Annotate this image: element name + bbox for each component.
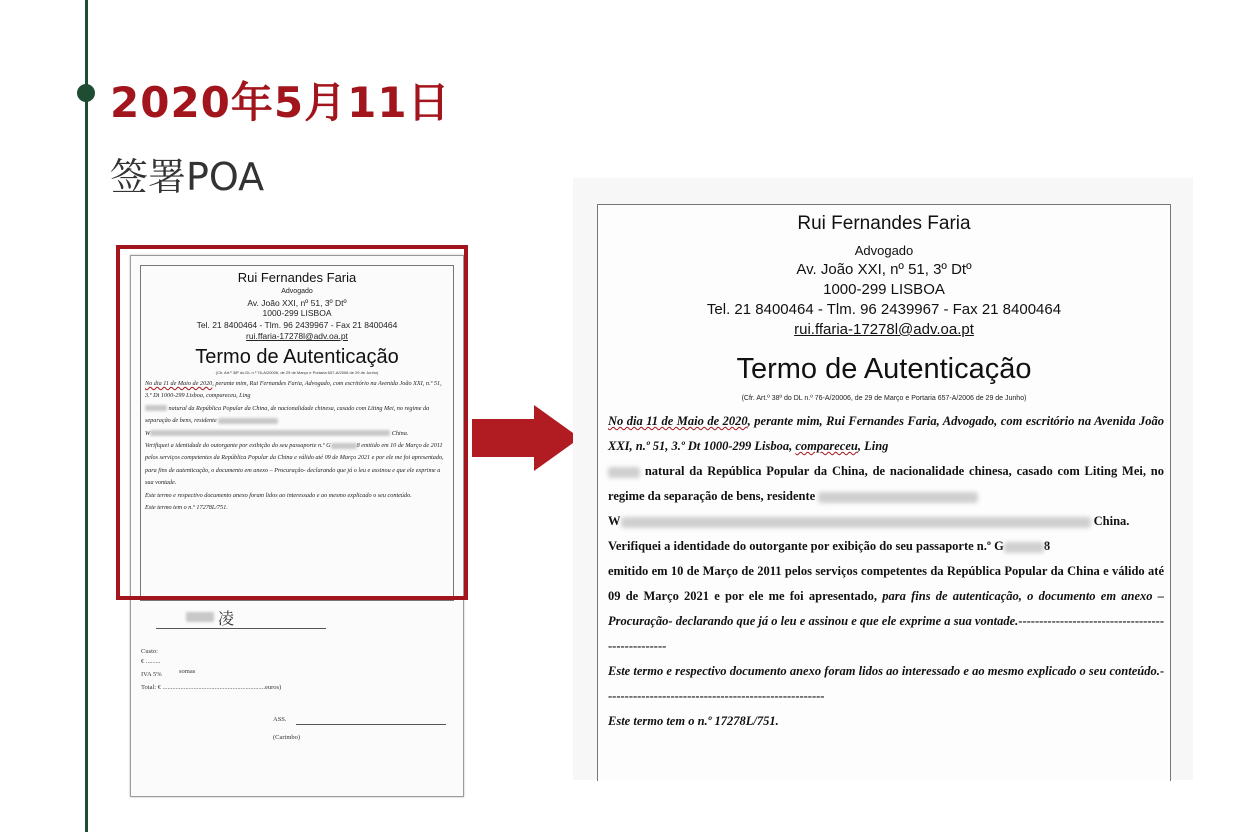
date-heading: 2020年5月11日 [110, 78, 451, 127]
highlight-box [116, 245, 468, 600]
timeline-dot [77, 84, 95, 102]
address-line-1: Av. João XXI, nº 51, 3º Dtº [796, 261, 972, 278]
para7-text: Este termo tem o n.º 17278L/751. [608, 714, 779, 728]
small-signature-rule [156, 628, 326, 629]
para5-italic: para fins de autenticação, o documento em anexo – Procuração- declarando que já o leu e assinou e que ele exprime a sua vontade. [608, 589, 1164, 628]
small-legal-ref: (Cfr. Art.º 38º do DL n.º 76-A/20006, de 29 de Março e Portaria 657-A/2006 de 29 de Junho) [215, 370, 379, 375]
small-para4-end: 8 [356, 442, 360, 450]
large-document [573, 178, 1193, 780]
small-signature-char: 凌 [218, 611, 235, 628]
small-custos: Custo: [141, 648, 158, 655]
para3-start: W [608, 514, 621, 528]
document-title: Termo de Autenticação [736, 353, 1032, 385]
small-para7: Este termo tem o n.º 17278L/751. [145, 504, 228, 512]
small-ass: ASS. [273, 716, 287, 723]
small-para1-d: , Ling [236, 392, 251, 400]
small-somas: somas [179, 668, 196, 675]
small-phones: Tel. 21 8400464 - Tlm. 96 2439967 - Fax 21 8400464 [196, 320, 398, 330]
arrow-right-icon [472, 405, 580, 471]
lawyer-role: Advogado [854, 243, 914, 258]
small-para3-start: W [145, 429, 151, 437]
para1-text: , perante mim, Rui Fernandes Faria, Advogado, com escritório na Avenida João XXI, n.º 51, 3.º Dt 1000-299 Lisboa, [608, 414, 1165, 453]
small-para5-it: para fins de autenticação, o documento em anexo – Procuração- declarando que já o leu e assinou e que ele exprime a sua vontade. [145, 466, 441, 487]
small-total: Total: € ...............................................................euros) [141, 684, 282, 691]
small-lawyer-name: Rui Fernandes Faria [237, 270, 357, 285]
small-address2: 1000-299 LISBOA [262, 308, 332, 318]
small-para1-b: , perante mim, Rui Fernandes Faria, Advogado, com escritório na Avenida João XXI, n.º 51, 3.º Dt 1000-299 Lisboa, [145, 380, 442, 400]
para1-verb: compareceu [795, 439, 858, 453]
redaction [608, 467, 640, 478]
para4-text: Verifiquei a identidade do outorgante por exibição do seu passaporte n.º G [608, 539, 1004, 553]
para1-name: , Ling [857, 439, 889, 453]
small-custos-line: € ......... [141, 658, 161, 665]
small-signature-redaction [186, 612, 214, 622]
para2-text: natural da República Popular da China, de nacionalidade chinesa, casado com Liting Mei, no regime da separação de bens, residente [608, 464, 1164, 503]
legal-reference: (Cfr. Art.º 38º do DL n.º 76-A/20006, de 29 de Março e Portaria 657-A/2006 de 29 de Junho) [741, 395, 1027, 402]
dashes-2: ----------------------------------------------------- [608, 664, 1164, 703]
small-para5: emitido em 10 de Março de 2011 pelos serviços competentes da República Popular da China e válido até 09 de Março 2021 e por ele me foi apresentado, [145, 442, 444, 462]
small-para6: Este termo e respectivo documento anexo foram lidos ao interessado e ao mesmo explicado o seu conteúdo. [145, 491, 412, 499]
address-line-2: 1000-299 LISBOA [823, 281, 945, 298]
small-iva: IVA 5% [141, 671, 162, 678]
redaction [621, 517, 1091, 528]
small-para1-c: compareceu [206, 392, 237, 400]
small-signature [156, 606, 316, 630]
para4-end: 8 [1043, 539, 1051, 553]
para3-end: China. [1093, 514, 1130, 528]
phone-line: Tel. 21 8400464 - Tlm. 96 2439967 - Fax 21 8400464 [706, 301, 1062, 318]
para5-text: emitido em 10 de Março de 2011 pelos serviços competentes da República Popular da China e válido até 09 de Março 2021 e por ele me foi apresentado, [608, 564, 1164, 603]
sub-heading: 签署POA [110, 155, 265, 199]
small-ass-rule [296, 724, 446, 725]
small-para4: Verifiquei a identidade do outorgante por exibição do seu passaporte n.º G [145, 442, 331, 450]
large-document-frame [597, 204, 1171, 781]
small-para2: natural da República Popular da China, de nacionalidade chinesa, casado com Liting Mei, no regime da separação de bens, residente [145, 404, 430, 425]
dashes-1: ------------------------------------------------- [608, 614, 1164, 653]
small-address1: Av. João XXI, nº 51, 3º Dtº [247, 298, 347, 308]
redaction [1004, 542, 1044, 553]
lawyer-name: Rui Fernandes Faria [797, 213, 971, 234]
timeline-line [85, 0, 88, 832]
document-body [608, 409, 1164, 734]
para1-date: No dia 11 de Maio de 2020 [608, 414, 748, 428]
small-email: rui.ffaria-17278l@adv.oa.pt [246, 331, 348, 341]
small-role: Advogado [281, 288, 313, 295]
redaction [818, 492, 978, 503]
email-line: rui.ffaria-17278l@adv.oa.pt [794, 321, 974, 338]
small-carimbo: (Carimbo) [273, 734, 301, 741]
small-para3-end: China. [391, 429, 409, 437]
small-title: Termo de Autenticação [195, 346, 399, 368]
small-para1-date: No dia 11 de Maio de 2020 [145, 380, 213, 387]
para6-text: Este termo e respectivo documento anexo foram lidos ao interessado e ao mesmo explicado o seu conteúdo. [608, 664, 1160, 678]
